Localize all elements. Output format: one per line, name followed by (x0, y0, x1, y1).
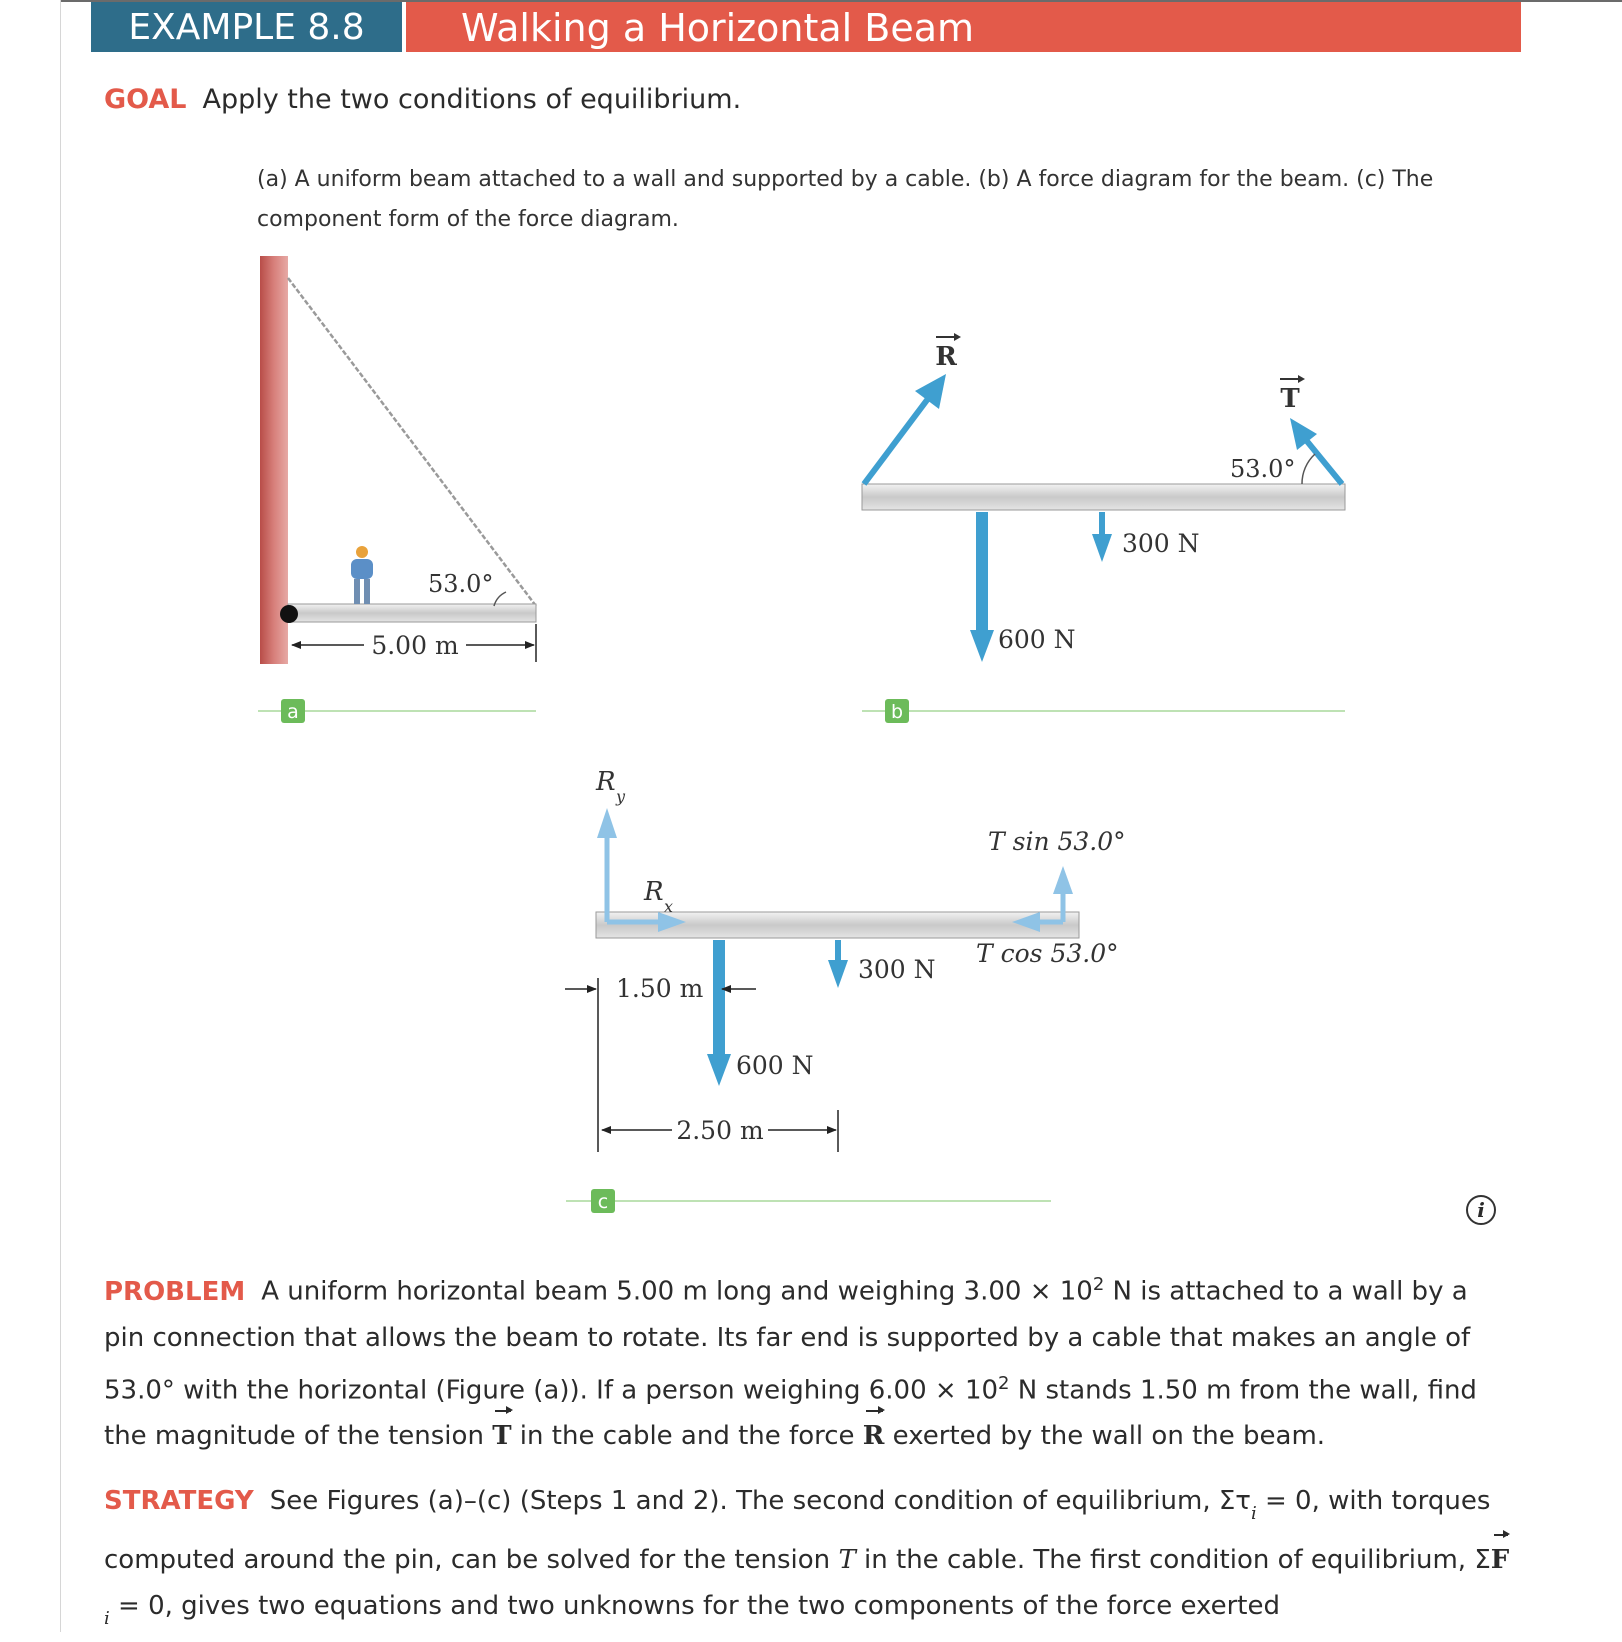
problem-label: PROBLEM (104, 1276, 246, 1307)
force-R-head (915, 374, 946, 409)
figure-c (565, 767, 1126, 1213)
strategy-var-T: T (838, 1545, 856, 1575)
problem-text-4: in the cable and the force (511, 1421, 863, 1452)
force-Tsin-head (1053, 866, 1073, 894)
label-Tsin: T sin 53.0° (988, 827, 1126, 856)
force-600-head (970, 630, 994, 662)
label-150: 1.50 m (616, 974, 704, 1003)
strategy-text-1: See Figures (a)–(c) (Steps 1 and 2). The second condition of equilibrium, Στ (269, 1486, 1251, 1516)
strategy-sub-2: i (104, 1608, 110, 1629)
problem-exp-2: 2 (998, 1372, 1010, 1394)
angle-label-b: 53.0° (1230, 455, 1296, 483)
label-600-b: 600 N (998, 625, 1076, 654)
label-R: R (935, 342, 957, 372)
strategy-text-4: = 0, gives two equations and two unknowns for the two components of the force exerted (109, 1591, 1280, 1621)
problem-paragraph (104, 1262, 1514, 1459)
label-Rx: R (644, 877, 664, 907)
goal-label: GOAL (104, 84, 187, 115)
beam-b (862, 484, 1345, 510)
label-Tcos: T cos 53.0° (976, 939, 1119, 968)
problem-text-3: N stands 1.50 m from the wall, find the magnitude of the tension (104, 1375, 1477, 1452)
vector-T: T (492, 1413, 511, 1459)
label-Rx-sub: x (664, 897, 674, 916)
panel-label-c: c (597, 1191, 609, 1213)
strategy-text-2: = 0, with torques computed around the pin, can be solved for the tension (104, 1486, 1491, 1575)
vec-tip-T (1298, 375, 1305, 383)
figure-caption: (a) A uniform beam attached to a wall and supported by a cable. (b) A force diagram for the beam. (c) The component form of the force diagram. (257, 167, 1434, 232)
problem-exp-1: 2 (1092, 1274, 1105, 1295)
example-title: Walking a Horizontal Beam (406, 2, 1521, 52)
panel-label-a: a (287, 701, 299, 723)
length-label-a: 5.00 m (371, 631, 459, 660)
label-600-c: 600 N (736, 1051, 814, 1080)
vec-tip-R (954, 333, 961, 341)
figure-a (258, 256, 536, 723)
figure-b (862, 333, 1345, 723)
panel-label-b: b (890, 701, 904, 723)
beam-a (288, 604, 536, 622)
vector-R: R (863, 1413, 885, 1459)
cable (288, 278, 536, 606)
vector-F: F (1491, 1537, 1509, 1583)
example-number: EXAMPLE 8.8 (91, 2, 402, 52)
label-T: T (1280, 384, 1300, 414)
force-300-head (1092, 534, 1112, 562)
label-Ry-sub: y (616, 787, 626, 806)
strategy-label: STRATEGY (104, 1486, 254, 1516)
problem-text-1: A uniform horizontal beam 5.00 m long and weighing 3.00 × 10 (261, 1276, 1093, 1307)
label-300-b: 300 N (1122, 529, 1200, 558)
force-R-shaft (864, 396, 930, 484)
problem-text-2: N is attached to a wall by a pin connection that allows the beam to rotate. Its far end is supported by a cable that makes an angle of 53.0° with the horizontal (Figure (a)). If a person weighing 6.00 × 10 (104, 1276, 1471, 1406)
goal-text: Apply the two conditions of equilibrium. (202, 84, 742, 115)
force-T-shaft (1306, 440, 1342, 484)
problem-text-5: exerted by the wall on the beam. (884, 1421, 1326, 1452)
angle-label-a: 53.0° (428, 570, 494, 598)
force-Ry-head (597, 808, 617, 838)
force-600-c-head (707, 1054, 731, 1086)
angle-arc-b (1302, 454, 1315, 484)
label-Ry: R (596, 767, 616, 797)
strategy-text-3: in the cable. The first condition of equilibrium, Σ (855, 1545, 1491, 1575)
force-300-c-head (828, 960, 848, 988)
person-figure (351, 546, 373, 604)
wall (260, 256, 288, 664)
label-250: 2.50 m (676, 1116, 764, 1145)
pin (280, 605, 298, 623)
strategy-paragraph (104, 1478, 1514, 1642)
label-300-c: 300 N (858, 955, 936, 984)
strategy-sub-1: i (1250, 1503, 1257, 1524)
info-icon[interactable]: i (1466, 1195, 1496, 1225)
